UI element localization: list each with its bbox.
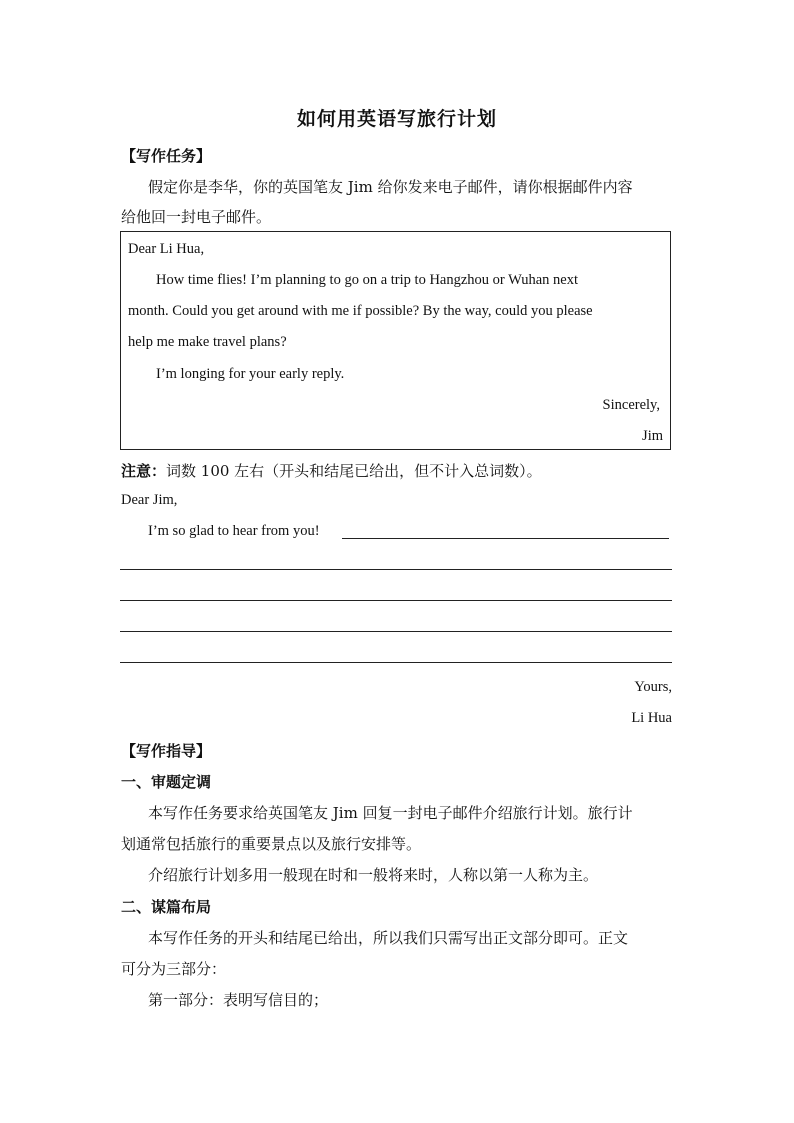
guide-part1-heading: 一、审题定调 [121, 773, 212, 791]
reply-first-line: I’m so glad to hear from you! [148, 523, 320, 539]
task-heading: 【写作任务】 [121, 147, 212, 165]
note-label: 注意： [121, 462, 167, 480]
letter-body-line: help me make travel plans? [128, 334, 287, 350]
answer-line [120, 600, 672, 601]
letter-signature: Jim [642, 428, 663, 444]
guide-part2-heading: 二、谋篇布局 [121, 898, 212, 916]
letter-body-line: month. Could you get around with me if possible? By the way, could you please [128, 303, 593, 319]
answer-line [120, 569, 672, 570]
task-intro-line1: 假定你是李华，你的英国笔友 Jim 给你发来电子邮件，请你根据邮件内容 [148, 178, 633, 196]
incoming-letter-box [120, 231, 671, 450]
letter-body-line: I’m longing for your early reply. [156, 366, 345, 382]
guide-part1-para1-line1: 本写作任务要求给英国笔友 Jim 回复一封电子邮件介绍旅行计划。旅行计 [148, 804, 633, 822]
guide-part1-para1-line2: 划通常包括旅行的重要景点以及旅行安排等。 [121, 835, 422, 853]
letter-body-line: How time flies! I’m planning to go on a trip to Hangzhou or Wuhan next [156, 272, 578, 288]
reply-greeting: Dear Jim, [121, 492, 178, 508]
task-intro-line2: 给他回一封电子邮件。 [121, 208, 272, 226]
page-title: 如何用英语写旅行计划 [296, 108, 497, 130]
guide-part2-para1-line1: 本写作任务的开头和结尾已给出，所以我们只需写出正文部分即可。正文 [148, 929, 629, 947]
answer-line [342, 538, 669, 539]
guide-part2-para2: 第一部分：表明写信目的； [148, 991, 329, 1009]
guide-part1-para2: 介绍旅行计划多用一般现在时和一般将来时，人称以第一人称为主。 [148, 866, 599, 884]
note-text: 词数 100 左右（开头和结尾已给出，但不计入总词数）。 [166, 462, 542, 480]
note [121, 460, 542, 481]
reply-closing: Yours, [634, 679, 672, 695]
answer-line [120, 631, 672, 632]
guide-part2-para1-line2: 可分为三部分： [121, 960, 227, 978]
guide-heading: 【写作指导】 [121, 742, 212, 760]
answer-line [120, 662, 672, 663]
reply-signature: Li Hua [631, 710, 672, 726]
letter-closing: Sincerely, [602, 397, 660, 413]
letter-greeting: Dear Li Hua, [128, 241, 205, 257]
